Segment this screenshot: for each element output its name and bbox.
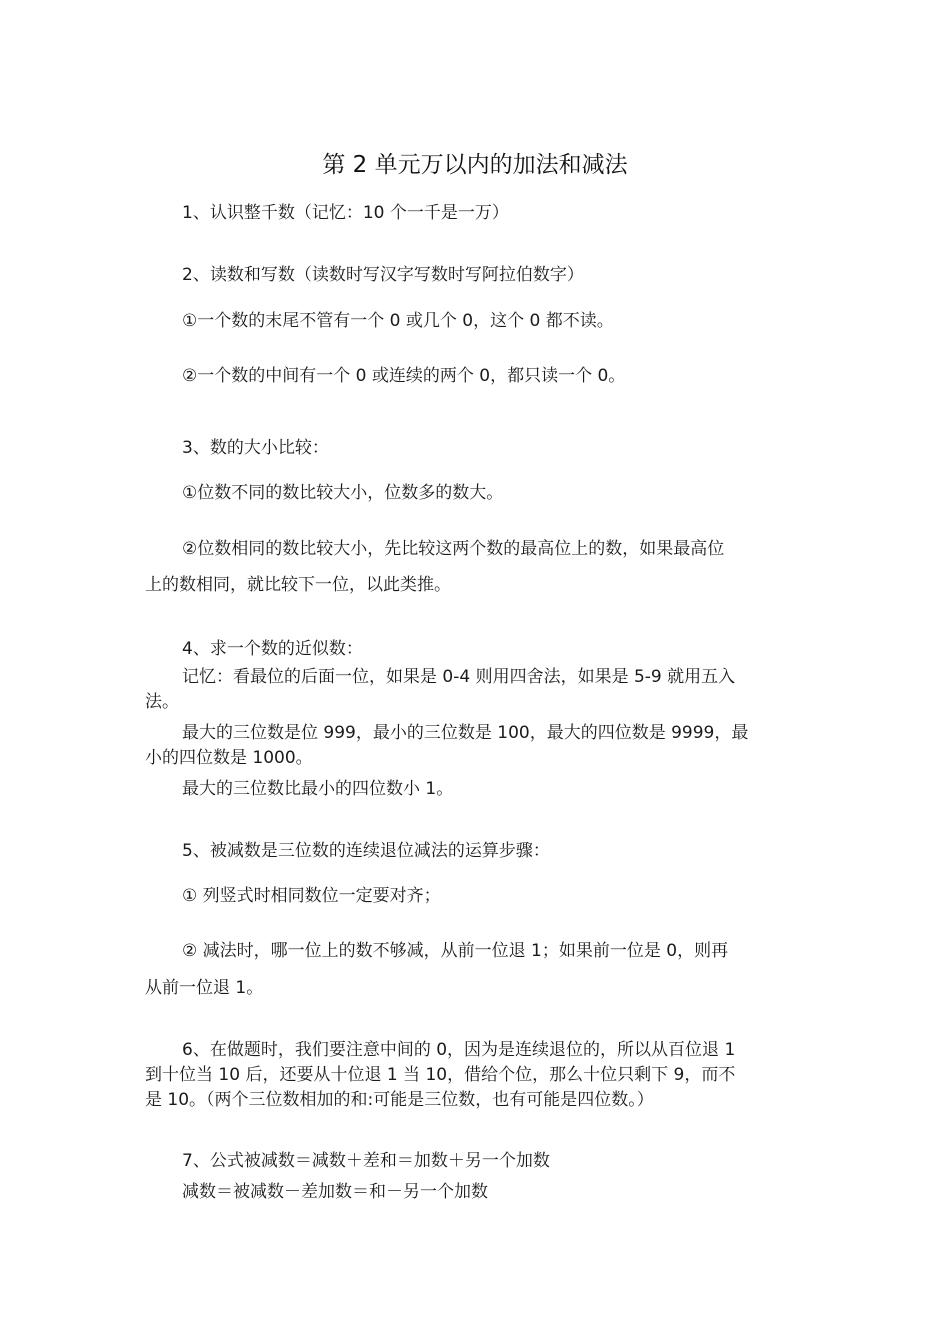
section-4-point-2-line-2: 小的四位数是 1000。 [145, 748, 313, 768]
section-2-point-1: ①一个数的末尾不管有一个 0 或几个 0，这个 0 都不读。 [182, 311, 614, 331]
section-5-step-2-line-2: 从前一位退 1。 [145, 978, 264, 998]
section-6-line-1: 6、在做题时，我们要注意中间的 0，因为是连续退位的，所以从百位退 1 [182, 1040, 736, 1060]
section-7-formula-2: 减数＝被减数－差加数＝和－另一个加数 [182, 1182, 488, 1202]
section-3-point-1: ①位数不同的数比较大小，位数多的数大。 [182, 483, 504, 503]
section-6-line-3: 是 10。（两个三位数相加的和:可能是三位数，也有可能是四位数。） [145, 1090, 654, 1110]
section-1: 1、认识整千数（记忆：10 个一千是一万） [182, 203, 509, 223]
section-4-point-1-line-1: 记忆：看最位的后面一位，如果是 0-4 则用四舍法，如果是 5-9 就用五入 [182, 667, 736, 687]
section-3-point-2-line-1: ②位数相同的数比较大小，先比较这两个数的最高位上的数，如果最高位 [182, 539, 725, 559]
section-5-heading: 5、被减数是三位数的连续退位减法的运算步骤： [182, 841, 550, 861]
section-7-formula-1: 7、公式被减数＝减数＋差和＝加数＋另一个加数 [182, 1151, 550, 1171]
section-3-heading: 3、数的大小比较： [182, 438, 329, 458]
section-2-heading: 2、读数和写数（读数时写汉字写数时写阿拉伯数字） [182, 265, 584, 285]
section-3-point-2-line-2: 上的数相同，就比较下一位，以此类推。 [145, 575, 451, 595]
section-6-line-2: 到十位当 10 后，还要从十位退 1 当 10，借给个位，那么十位只剩下 9，而不 [145, 1065, 736, 1085]
section-4-point-3: 最大的三位数比最小的四位数小 1。 [182, 779, 454, 799]
section-5-step-1: ① 列竖式时相同数位一定要对齐； [182, 886, 441, 906]
section-4-heading: 4、求一个数的近似数： [182, 639, 363, 659]
section-4-point-1-line-2: 法。 [145, 692, 179, 712]
section-5-step-2-line-1: ② 减法时，哪一位上的数不够减，从前一位退 1；如果前一位是 0，则再 [182, 941, 729, 961]
page-title: 第 2 单元万以内的加法和减法 [322, 152, 628, 178]
section-4-point-2-line-1: 最大的三位数是位 999，最小的三位数是 100，最大的四位数是 9999，最 [182, 723, 749, 743]
section-2-point-2: ②一个数的中间有一个 0 或连续的两个 0，都只读一个 0。 [182, 366, 626, 386]
